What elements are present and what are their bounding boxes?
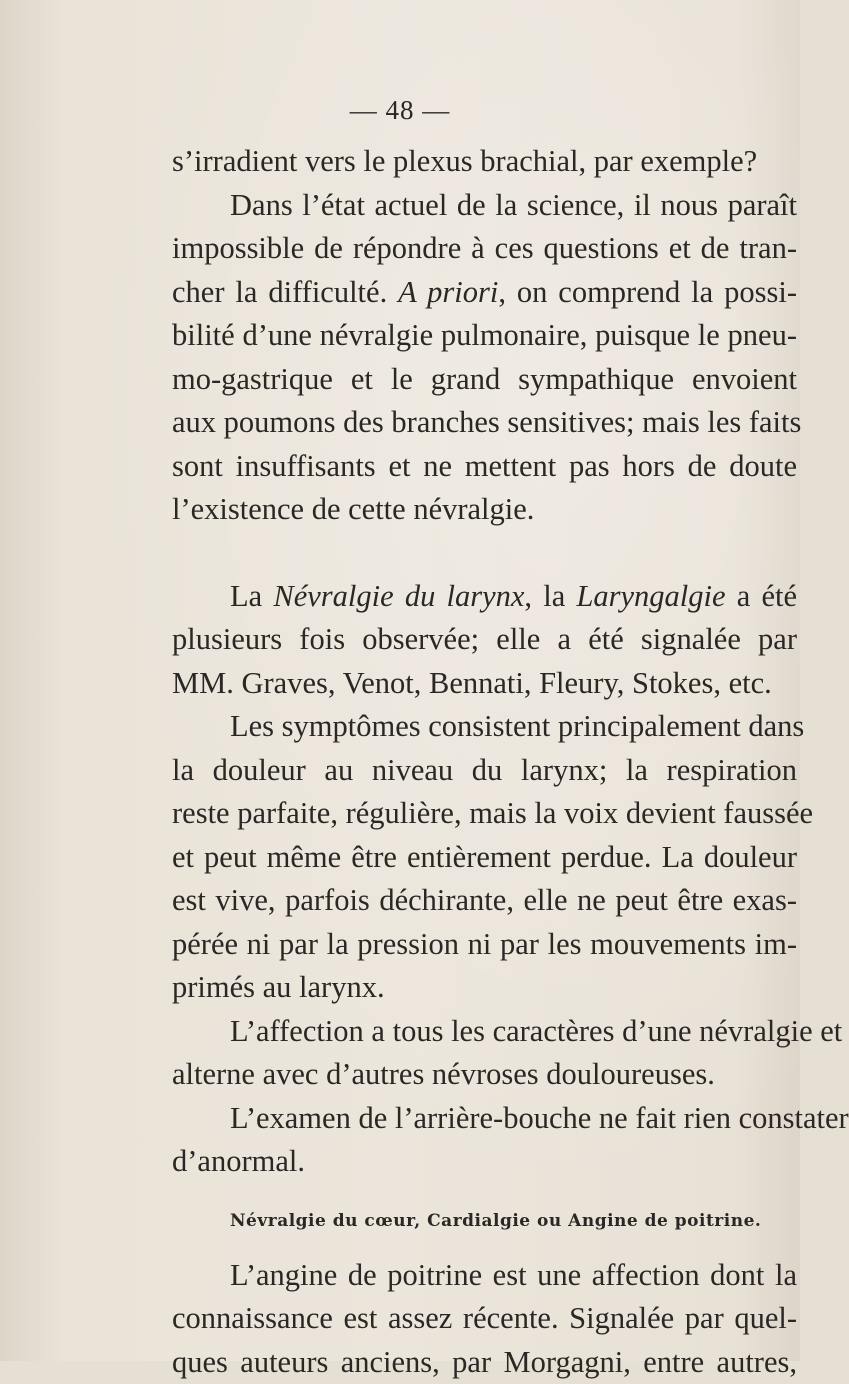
- text-line: et peut même être entièrement perdue. La douleur: [172, 836, 797, 880]
- italic-phrase: Laryngalgie: [576, 579, 725, 613]
- text-line: s’irradient vers le plexus brachial, par exemple?: [172, 140, 797, 184]
- italic-phrase: A priori: [398, 275, 498, 309]
- text-line: bilité d’une névralgie pulmonaire, puisque le pneu-: [172, 314, 797, 358]
- text-line: reste parfaite, régulière, mais la voix devient faussée: [172, 792, 797, 836]
- text-line: l’existence de cette névralgie.: [172, 488, 797, 532]
- section-heading: Névralgie du cœur, Cardialgie ou Angine de poitrine.: [172, 1204, 797, 1238]
- paragraph-gap: [172, 532, 797, 575]
- body-text: [172, 140, 797, 1384]
- page-number: — 48 —: [0, 95, 800, 126]
- text-fragment: La: [230, 579, 273, 613]
- text-line: mo-gastrique et le grand sympathique envoient: [172, 358, 797, 402]
- text-line: [172, 271, 797, 315]
- text-line: alterne avec d’autres névroses douloureuses.: [172, 1053, 797, 1097]
- text-line: d’anormal.: [172, 1140, 797, 1184]
- text-line: [172, 575, 797, 619]
- text-line: pérée ni par la pression ni par les mouvements im-: [172, 923, 797, 967]
- text-fragment: , on comprend la possi-: [498, 275, 797, 309]
- text-fragment: cher la difficulté.: [172, 275, 398, 309]
- text-line: L’examen de l’arrière-bouche ne fait rien constater: [172, 1097, 797, 1141]
- text-line: sont insuffisants et ne mettent pas hors de doute: [172, 445, 797, 489]
- section-gap: [172, 1238, 797, 1254]
- text-line: primés au larynx.: [172, 966, 797, 1010]
- text-line: la douleur au niveau du larynx; la respiration: [172, 749, 797, 793]
- text-line: L’angine de poitrine est une affection dont la: [172, 1254, 797, 1298]
- italic-phrase: Névralgie du larynx: [273, 579, 524, 613]
- text-fragment: a été: [726, 579, 797, 613]
- text-line: ques auteurs anciens, par Morgagni, entre autres,: [172, 1341, 797, 1384]
- text-line: MM. Graves, Venot, Bennati, Fleury, Stokes, etc.: [172, 662, 797, 706]
- text-line: est vive, parfois déchirante, elle ne peut être exas-: [172, 879, 797, 923]
- text-line: connaissance est assez récente. Signalée par quel-: [172, 1297, 797, 1341]
- text-line: Les symptômes consistent principalement dans: [172, 705, 797, 749]
- section-gap: [172, 1184, 797, 1204]
- text-line: Dans l’état actuel de la science, il nous paraît: [172, 184, 797, 228]
- text-line: plusieurs fois observée; elle a été signalée par: [172, 618, 797, 662]
- text-line: aux poumons des branches sensitives; mais les faits: [172, 401, 797, 445]
- text-fragment: , la: [524, 579, 576, 613]
- text-line: impossible de répondre à ces questions et de tran-: [172, 227, 797, 271]
- text-line: L’affection a tous les caractères d’une névralgie et: [172, 1010, 797, 1054]
